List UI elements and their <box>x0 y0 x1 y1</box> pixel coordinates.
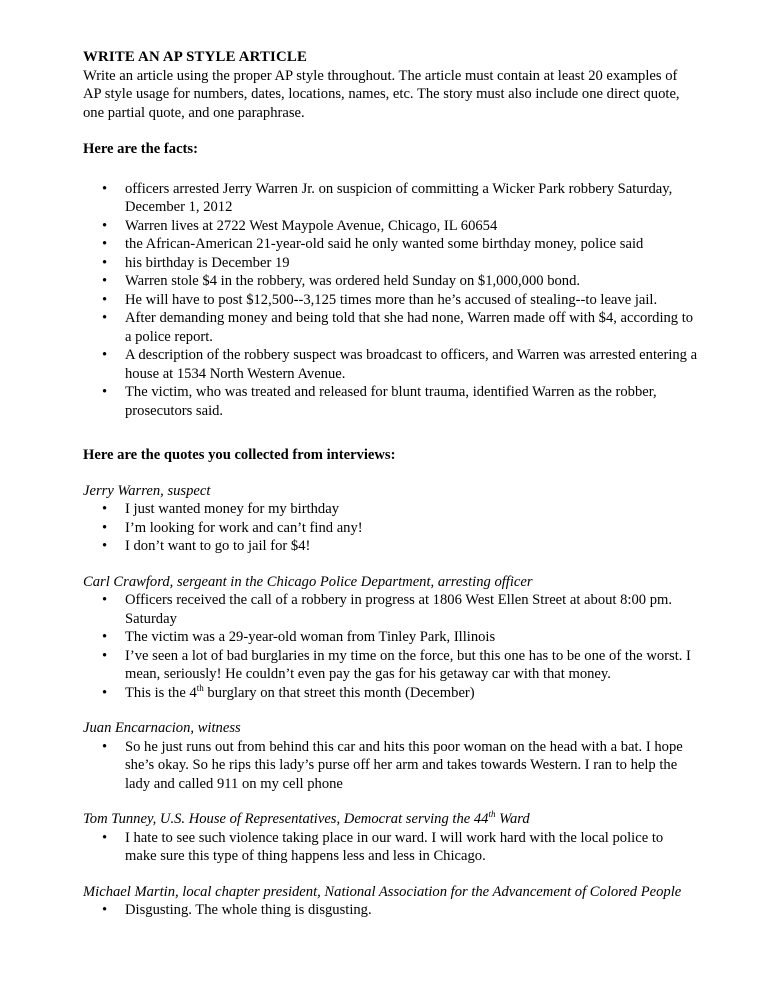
quote-list-tom-tunney <box>83 829 698 866</box>
facts-heading: Here are the facts: <box>83 141 198 157</box>
quote-item: • I just wanted money for my birthday <box>125 500 698 519</box>
document-title: WRITE AN AP STYLE ARTICLE <box>83 49 308 65</box>
quote-item <box>125 684 698 703</box>
quote-item-text: burglary on that street this month (December) <box>203 684 475 701</box>
quote-item: • Disgusting. The whole thing is disgusting. <box>125 901 698 920</box>
speaker-label-michael-martin: Michael Martin, local chapter president, National Association for the Advancement of Colored People <box>83 883 682 900</box>
quote-item: • I’ve seen a lot of bad burglaries in my time on the force, but this one has to be one of the worst. I mean, seriously! He couldn’t even pay the gas for his getaway car with that money. <box>125 647 698 684</box>
quote-item: • I’m looking for work and can’t find any! <box>125 519 698 538</box>
speaker-label-tom-tunney <box>83 810 698 829</box>
fact-item: • He will have to post $12,500--3,125 times more than he’s accused of stealing--to leave jail. <box>125 291 698 310</box>
speaker-label-jerry-warren: Jerry Warren, suspect <box>83 482 211 499</box>
quote-item: • So he just runs out from behind this car and hits this poor woman on the head with a bat. I hope she’s okay. So he rips this lady’s purse off her arm and takes towards Western. I ran to help the lady and called 911 on my cell phone <box>125 738 698 794</box>
speaker-label-juan-encarnacion: Juan Encarnacion, witness <box>83 720 241 736</box>
quotes-heading: Here are the quotes you collected from interviews: <box>83 447 396 463</box>
fact-item: • Warren lives at 2722 West Maypole Avenue, Chicago, IL 60654 <box>125 217 698 236</box>
speaker-label-text: Ward <box>495 811 530 827</box>
quote-list-jerry-warren <box>83 500 698 556</box>
fact-item: • officers arrested Jerry Warren Jr. on suspicion of committing a Wicker Park robbery Saturday, December 1, 2012 <box>125 180 698 217</box>
speaker-label-carl-crawford: Carl Crawford, sergeant in the Chicago Police Department, arresting officer <box>83 573 533 590</box>
quote-item: • Officers received the call of a robbery in progress at 1806 West Ellen Street at about 8:00 pm. Saturday <box>125 591 698 628</box>
quote-item: • The victim was a 29-year-old woman from Tinley Park, Illinois <box>125 628 698 647</box>
quote-item: • I don’t want to go to jail for $4! <box>125 537 698 556</box>
fact-item: • the African-American 21-year-old said he only wanted some birthday money, police said <box>125 235 698 254</box>
fact-item: • his birthday is December 19 <box>125 254 698 273</box>
fact-item: • The victim, who was treated and released for blunt trauma, identified Warren as the robber, prosecutors said. <box>125 383 698 420</box>
fact-item: • After demanding money and being told that she had none, Warren made off with $4, according to a police report. <box>125 309 698 346</box>
quote-list-carl-crawford <box>83 591 698 702</box>
speaker-label-text: Tom Tunney, U.S. House of Representatives, Democrat serving the 44 <box>83 811 489 827</box>
fact-item: • Warren stole $4 in the robbery, was ordered held Sunday on $1,000,000 bond. <box>125 272 698 291</box>
quote-item: • I hate to see such violence taking place in our ward. I will work hard with the local police to make sure this type of thing happens less and less in Chicago. <box>125 829 698 866</box>
ordinal-superscript: th <box>488 809 496 820</box>
quote-list-michael-martin <box>83 901 698 920</box>
quote-list-juan-encarnacion <box>83 738 698 794</box>
ordinal-superscript: th <box>196 682 204 693</box>
fact-item: • A description of the robbery suspect was broadcast to officers, and Warren was arrested entering a house at 1534 North Western Avenue. <box>125 346 698 383</box>
quote-item-text: This is the 4 <box>125 684 197 701</box>
facts-list <box>83 180 698 421</box>
intro-paragraph: Write an article using the proper AP style throughout. The article must contain at least 20 examples of AP style usage for numbers, dates, locations, names, etc. The story must also include one direct quote, one partial quote, and one paraphrase. <box>83 67 680 121</box>
